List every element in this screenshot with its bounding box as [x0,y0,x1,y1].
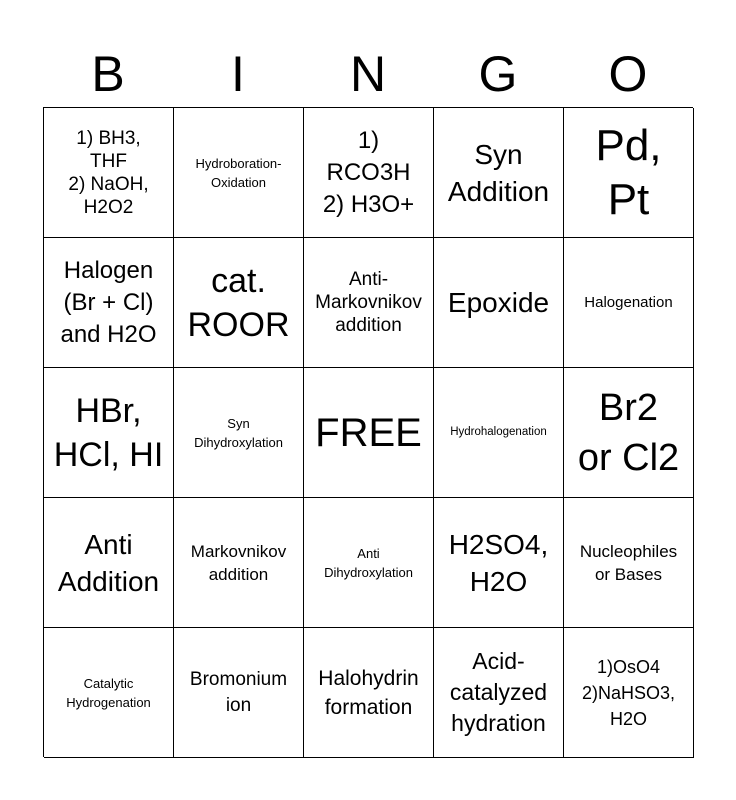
bingo-cell[interactable]: Hydroboration- Oxidation [174,108,304,238]
bingo-cell[interactable]: Pd, Pt [564,108,694,238]
header-letter-n: N [349,46,387,102]
bingo-cell[interactable]: Anti Dihydroxylation [304,498,434,628]
free-cell[interactable]: FREE [304,368,434,498]
bingo-cell[interactable]: 1) RCO3H 2) H3O+ [304,108,434,238]
bingo-cell[interactable]: Epoxide [434,238,564,368]
bingo-cell[interactable]: Syn Addition [434,108,564,238]
bingo-cell[interactable]: 1) BH3, THF 2) NaOH, H2O2 [44,108,174,238]
bingo-cell[interactable]: cat. ROOR [174,238,304,368]
bingo-cell[interactable]: HBr, HCl, HI [44,368,174,498]
bingo-cell[interactable]: Bromonium ion [174,628,304,758]
bingo-cell[interactable]: Anti Addition [44,498,174,628]
bingo-cell[interactable]: 1)OsO4 2)NaHSO3, H2O [564,628,694,758]
bingo-cell[interactable]: Halohydrin formation [304,628,434,758]
bingo-cell[interactable]: Br2 or Cl2 [564,368,694,498]
bingo-cell[interactable]: Markovnikov addition [174,498,304,628]
bingo-cell[interactable]: Acid- catalyzed hydration [434,628,564,758]
bingo-cell[interactable]: Nucleophiles or Bases [564,498,694,628]
bingo-header [43,40,693,108]
bingo-cell[interactable]: Catalytic Hydrogenation [44,628,174,758]
bingo-cell[interactable]: H2SO4, H2O [434,498,564,628]
header-letter-i: I [231,46,245,102]
header-letter-g: G [478,46,518,102]
bingo-cell[interactable]: Syn Dihydroxylation [174,368,304,498]
bingo-cell[interactable]: Anti- Markovnikov addition [304,238,434,368]
header-letter-o: O [608,46,648,102]
bingo-board [43,107,693,757]
bingo-cell[interactable]: Halogen (Br + Cl) and H2O [44,238,174,368]
header-letter-b: B [91,46,125,102]
bingo-cell[interactable]: Halogenation [564,238,694,368]
bingo-cell[interactable]: Hydrohalogenation [434,368,564,498]
